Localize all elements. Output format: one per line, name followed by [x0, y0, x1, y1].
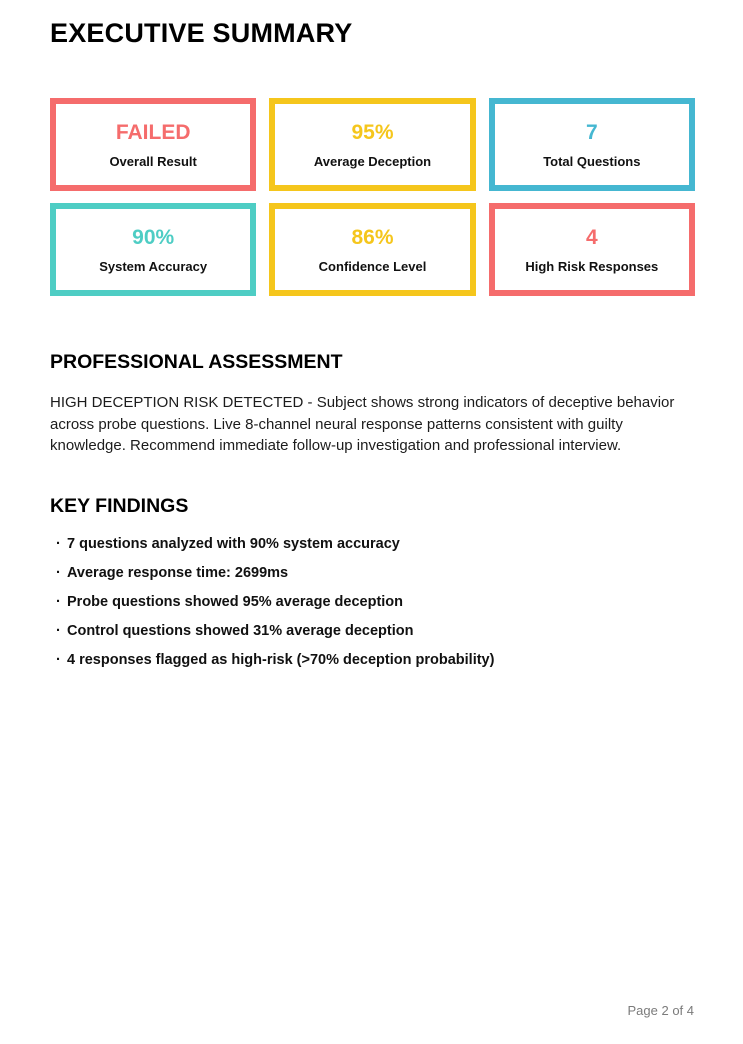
key-findings-list — [50, 537, 695, 668]
stat-value: 95% — [351, 120, 394, 144]
finding-text: Probe questions showed 95% average deception — [67, 593, 404, 610]
stat-label: High Risk Responses — [525, 258, 659, 274]
stat-label: System Accuracy — [99, 258, 208, 274]
finding-item — [50, 595, 695, 610]
stat-card-overall-result — [50, 98, 256, 191]
bullet-icon: · — [56, 651, 61, 668]
finding-item — [50, 653, 695, 668]
bullet-icon: · — [56, 564, 61, 581]
bullet-icon: · — [56, 622, 61, 639]
summary-stat-cards — [50, 98, 695, 296]
stat-value: 90% — [132, 225, 175, 249]
finding-item — [50, 566, 695, 581]
stat-label: Confidence Level — [318, 258, 427, 274]
stat-value: FAILED — [115, 120, 191, 144]
bullet-icon: · — [56, 535, 61, 552]
finding-text: 7 questions analyzed with 90% system accuracy — [67, 535, 400, 552]
stat-card-system-accuracy — [50, 203, 256, 296]
stat-card-confidence-level — [269, 203, 475, 296]
stat-card-high-risk-responses — [489, 203, 695, 296]
stat-value: 86% — [351, 225, 394, 249]
stat-value: 7 — [585, 120, 598, 144]
stat-label: Overall Result — [109, 153, 197, 169]
stat-label: Average Deception — [313, 153, 432, 169]
stat-value: 4 — [585, 225, 598, 249]
finding-item — [50, 624, 695, 639]
finding-text: Average response time: 2699ms — [67, 564, 289, 581]
finding-item — [50, 537, 695, 552]
stat-card-total-questions — [489, 98, 695, 191]
finding-text: 4 responses flagged as high-risk (>70% deception probability) — [67, 651, 495, 668]
assessment-heading: PROFESSIONAL ASSESSMENT — [50, 351, 343, 373]
assessment-body-text: HIGH DECEPTION RISK DETECTED - Subject shows strong indicators of deceptive behavior across probe questions. Live 8-channel neural response patterns consistent with guilty knowledge. Recommend immediate follow-up investigation and professional interview. — [50, 394, 675, 454]
page-number: Page 2 of 4 — [627, 1003, 694, 1018]
page-title: EXECUTIVE SUMMARY — [50, 18, 353, 48]
key-findings-heading: KEY FINDINGS — [50, 494, 189, 517]
bullet-icon: · — [56, 593, 61, 610]
stat-label: Total Questions — [543, 153, 641, 169]
finding-text: Control questions showed 31% average deception — [67, 622, 414, 639]
stat-card-average-deception — [269, 98, 475, 191]
